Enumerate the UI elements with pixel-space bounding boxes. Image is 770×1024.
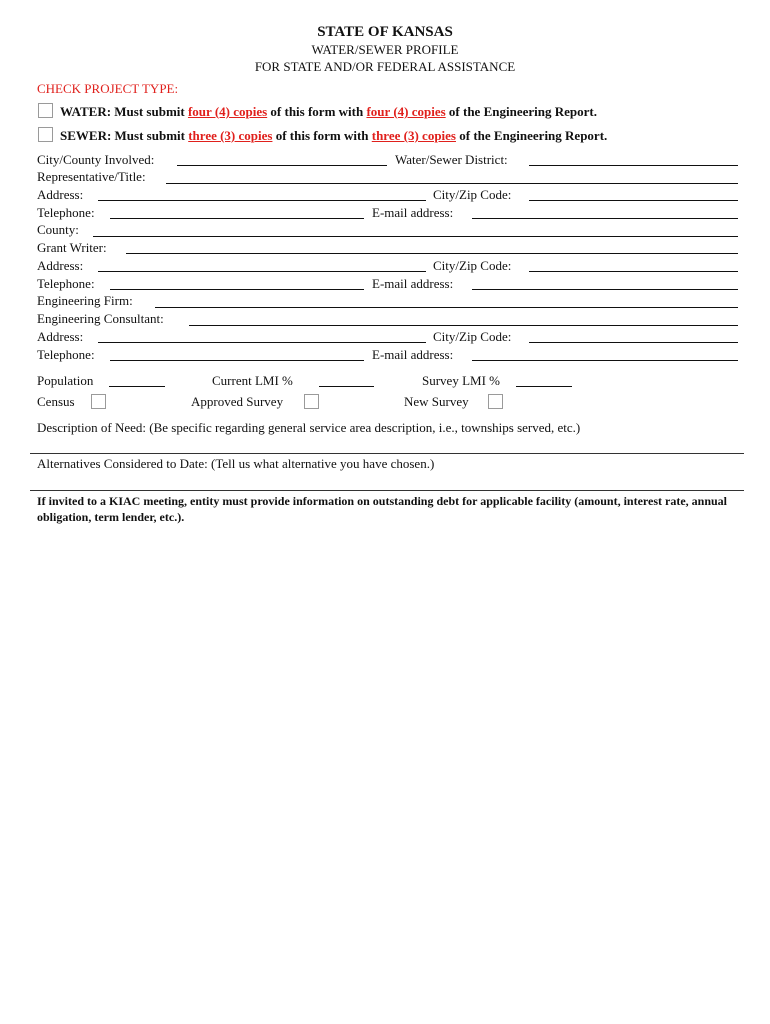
survey-lmi-field[interactable] (516, 386, 572, 387)
water-checkbox[interactable] (38, 103, 53, 118)
address-label-3: Address: (37, 329, 84, 344)
census-label: Census (37, 394, 75, 409)
water-sewer-district-field[interactable] (529, 165, 738, 166)
new-survey-label: New Survey (404, 394, 469, 409)
sewer-prefix: SEWER: Must submit (60, 128, 189, 143)
email-field-2[interactable] (472, 289, 738, 290)
email-label-2: E-mail address: (372, 276, 454, 291)
city-zip-label-2: City/Zip Code: (433, 258, 512, 273)
approved-survey-label: Approved Survey (191, 394, 284, 409)
water-middle: of this form with (267, 104, 367, 119)
email-field-3[interactable] (472, 360, 738, 361)
sewer-requirement (60, 128, 607, 144)
representative-label: Representative/Title: (37, 169, 146, 184)
engineering-consultant-field[interactable] (189, 325, 738, 326)
water-copies-form: four (4) copies (187, 104, 268, 119)
form-subtitle-2: FOR STATE AND/OR FEDERAL ASSISTANCE (254, 59, 516, 74)
sewer-middle: of this form with (272, 128, 372, 143)
sewer-copies-form: three (3) copies (188, 128, 273, 143)
description-of-need: Description of Need: (Be specific regarding general service area description, i.e., townships served, etc.) (37, 420, 581, 435)
water-suffix: of the Engineering Report. (445, 104, 597, 119)
survey-lmi-label: Survey LMI % (422, 373, 500, 388)
population-field[interactable] (109, 386, 165, 387)
telephone-label-1: Telephone: (37, 205, 95, 220)
city-zip-field-3[interactable] (529, 342, 738, 343)
city-county-field[interactable] (177, 165, 387, 166)
water-copies-report: four (4) copies (366, 104, 446, 119)
city-zip-label-1: City/Zip Code: (433, 187, 512, 202)
email-label-3: E-mail address: (372, 347, 454, 362)
water-sewer-district-label: Water/Sewer District: (395, 152, 508, 167)
check-project-type-heading: CHECK PROJECT TYPE: (37, 81, 179, 96)
population-label: Population (37, 373, 94, 388)
new-survey-checkbox[interactable] (488, 394, 503, 409)
engineering-consultant-label: Engineering Consultant: (37, 311, 164, 326)
telephone-field-1[interactable] (110, 218, 364, 219)
telephone-field-3[interactable] (110, 360, 364, 361)
address-field-1[interactable] (98, 200, 426, 201)
sewer-checkbox[interactable] (38, 127, 53, 142)
current-lmi-label: Current LMI % (212, 373, 293, 388)
representative-field[interactable] (166, 183, 738, 184)
water-requirement (60, 104, 597, 120)
address-field-3[interactable] (98, 342, 426, 343)
county-label: County: (37, 222, 79, 237)
water-prefix: WATER: Must submit (60, 104, 188, 119)
county-field[interactable] (93, 236, 738, 237)
approved-survey-checkbox[interactable] (304, 394, 319, 409)
city-zip-field-2[interactable] (529, 271, 738, 272)
city-zip-label-3: City/Zip Code: (433, 329, 512, 344)
grant-writer-field[interactable] (126, 253, 738, 254)
email-field-1[interactable] (472, 218, 738, 219)
address-label-2: Address: (37, 258, 84, 273)
form-title: STATE OF KANSAS (317, 24, 453, 40)
address-field-2[interactable] (98, 271, 426, 272)
description-divider (30, 453, 744, 454)
telephone-field-2[interactable] (110, 289, 364, 290)
current-lmi-field[interactable] (319, 386, 374, 387)
grant-writer-label: Grant Writer: (37, 240, 107, 255)
sewer-copies-report: three (3) copies (371, 128, 456, 143)
telephone-label-2: Telephone: (37, 276, 95, 291)
sewer-suffix: of the Engineering Report. (455, 128, 608, 143)
city-zip-field-1[interactable] (529, 200, 738, 201)
census-checkbox[interactable] (91, 394, 106, 409)
telephone-label-3: Telephone: (37, 347, 95, 362)
kiac-meeting-note: If invited to a KIAC meeting, entity must provide information on outstanding debt for applicable facility (amount, interest rate, annual obligation, term lender, etc.). (37, 494, 728, 524)
engineering-firm-label: Engineering Firm: (37, 293, 133, 308)
alternatives-considered: Alternatives Considered to Date: (Tell us what alternative you have chosen.) (37, 456, 435, 471)
email-label-1: E-mail address: (372, 205, 454, 220)
form-subtitle-1: WATER/SEWER PROFILE (311, 42, 459, 57)
address-label-1: Address: (37, 187, 84, 202)
engineering-firm-field[interactable] (155, 307, 738, 308)
city-county-label: City/County Involved: (37, 152, 155, 167)
alternatives-divider (30, 490, 744, 491)
